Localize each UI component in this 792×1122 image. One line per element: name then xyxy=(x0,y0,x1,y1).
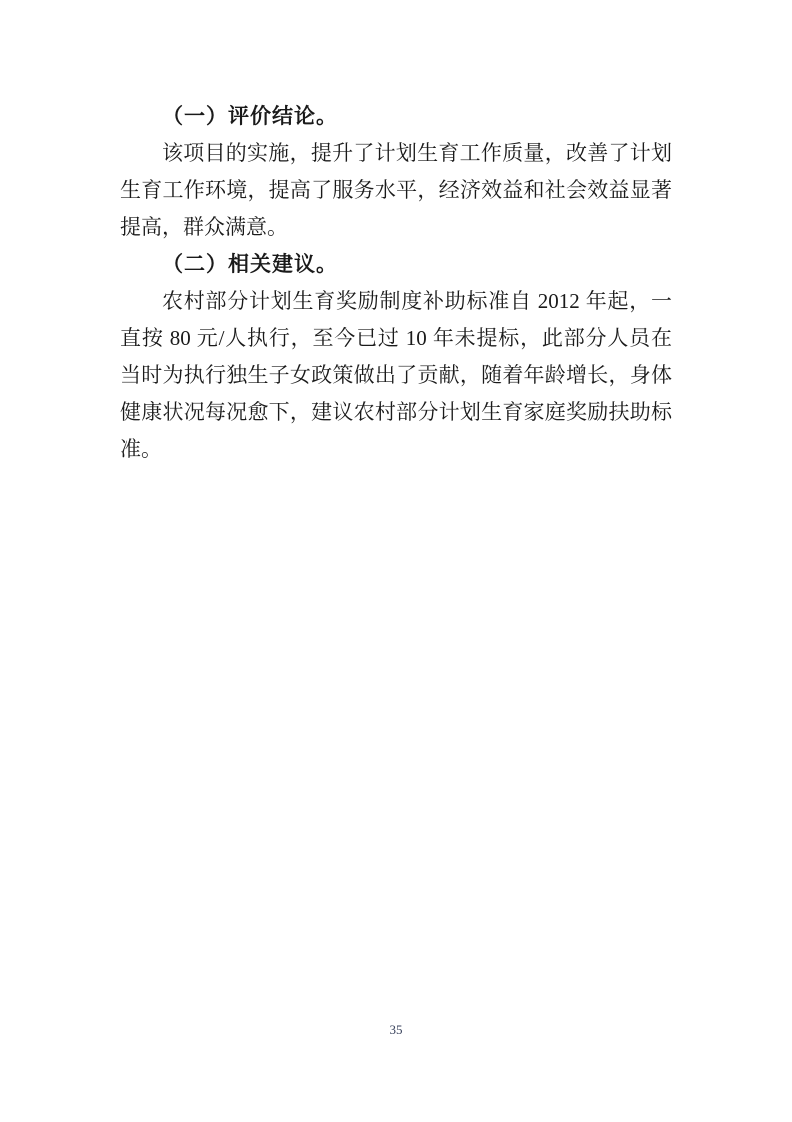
paragraph-line: 该项目的实施，提升了计划生育工作质量，改善了计划 xyxy=(162,141,672,165)
page-content xyxy=(120,98,672,468)
paragraph-line: 生育工作环境，提高了服务水平，经济效益和社会效益显著 xyxy=(120,178,672,202)
paragraph-line: 直按 80 元/人执行，至今已过 10 年未提标，此部分人员在 xyxy=(120,326,672,350)
section-heading-suggestions: （二）相关建议。 xyxy=(162,252,338,276)
paragraph-line: 农村部分计划生育奖励制度补助标准自 2012 年起，一 xyxy=(162,289,672,313)
paragraph-line: 提高，群众满意。 xyxy=(120,215,288,239)
paragraph-line: 准。 xyxy=(120,437,162,461)
section-heading-conclusion: （一）评价结论。 xyxy=(162,104,338,128)
page-number: 35 xyxy=(389,1022,403,1037)
paragraph-line: 健康状况每况愈下，建议农村部分计划生育家庭奖励扶助标 xyxy=(120,400,672,424)
paragraph-line: 当时为执行独生子女政策做出了贡献，随着年龄增长，身体 xyxy=(120,363,672,387)
